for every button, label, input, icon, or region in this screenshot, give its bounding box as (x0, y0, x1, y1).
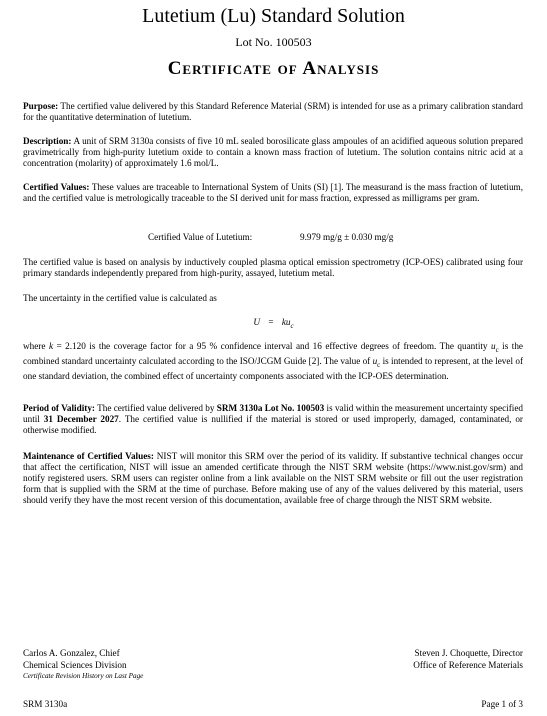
purpose-text: The certified value delivered by this Standard Reference Material (SRM) is intended for use as a primary calibration standard for the quantitative determination of lutetium. (23, 101, 523, 122)
validity-bold-1: SRM 3130a Lot No. 100503 (216, 403, 325, 413)
equation-u: u (285, 317, 291, 327)
description-text: A unit of SRM 3130a consists of five 10 mL sealed borosilicate glass ampoules of an acidified aqueous solution prepared gravimetrically from high-purity lutetium oxide to contain a known mass fraction of lutetium. The solution contains nitric acid at a concentration (molarity) of approximately 1.6 mol/L. (23, 136, 523, 168)
lot-number: Lot No. 100503 (235, 35, 312, 49)
certified-values-label: Certified Values: (23, 182, 90, 192)
validity-text-2: is valid within the measurement uncertainty specified until (23, 403, 523, 424)
uc-text-2: is intended to represent, at the level of one standard deviation, the combined effect of uncertainty components associated with the ICP-OES determination. (23, 355, 523, 381)
signature-right (413, 648, 523, 671)
equation-equals: = (268, 317, 274, 327)
signature-left (23, 648, 143, 683)
uc-symbol: u (491, 341, 496, 351)
equation-subscript: c (290, 321, 294, 330)
uc-text-1: is the combined standard uncertainty calculated according to the ISO/JCGM Guide [2]. The value of (23, 341, 524, 366)
where-word: where (23, 341, 46, 351)
basis-paragraph: The certified value is based on analysis by inductively coupled plasma optical emission spectrometry (ICP-OES) calibrated using four primary standards independently prepared from high-purity, assayed, lutetium metal. (23, 257, 523, 278)
uncertainty-equation (0, 317, 547, 330)
revision-history-note: Certificate Revision History on Last Page (23, 672, 144, 680)
validity-paragraph (23, 403, 523, 436)
footer-page-number: Page 1 of 3 (481, 699, 523, 709)
purpose-label: Purpose: (23, 101, 59, 111)
equation-k: k (281, 317, 286, 327)
maintenance-paragraph (23, 451, 523, 506)
k-symbol: k (48, 341, 54, 351)
uncertainty-paragraph (23, 341, 523, 382)
document-title: Lutetium (Lu) Standard Solution (142, 5, 405, 27)
certified-values-text: These values are traceable to International System of Units (SI) [1]. The measurand is the mass fraction of lutetium, and the certified value is metrologically traceable to the SI derived unit for mass fraction, expressed as milligrams per gram. (23, 182, 523, 203)
uncertainty-intro: The uncertainty in the certified value is calculated as (23, 293, 217, 303)
validity-bold-2: 31 December 2027 (43, 414, 119, 424)
right-signer-org: Office of Reference Materials (413, 659, 523, 670)
left-signer-name: Carlos A. Gonzalez, Chief (23, 648, 120, 658)
maintenance-label: Maintenance of Certified Values: (23, 451, 154, 461)
description-label: Description: (23, 136, 72, 146)
left-signer-org: Chemical Sciences Division (23, 659, 127, 670)
purpose-paragraph (23, 101, 523, 123)
validity-label: Period of Validity: (23, 403, 95, 413)
validity-text-1: The certified value delivered by (97, 403, 217, 413)
right-signer-name: Steven J. Choquette, Director (414, 648, 523, 658)
uc-symbol-2: u (372, 355, 378, 366)
certified-value-label: Certified Value of Lutetium: (148, 232, 253, 242)
certificate-heading: Certificate of Analysis (167, 58, 380, 79)
uc-subscript: c (495, 345, 499, 354)
description-paragraph (23, 136, 523, 169)
uc-subscript-2: c (377, 360, 381, 369)
maintenance-text: NIST will monitor this SRM over the period of its validity. If substantive technical changes occur that affect the certification, NIST will issue an amended certificate through the NIST SRM website (https://www.nist.gov/srm) and notify registered users. SRM users can register online from a link available on the NIST SRM website or fill out the user registration form that is supplied with the SRM at the time of purchase. Before making use of any of the values delivered by this material, users should verify they have the most recent version of this documentation, available free of charge through the NIST SRM website. (23, 451, 524, 505)
k-text: = 2.120 is the coverage factor for a 95 % confidence interval and 16 effective degrees of freedom. The quantity (53, 341, 491, 351)
footer-srm: SRM 3130a (23, 699, 68, 709)
certified-value-value: 9.979 mg/g ± 0.030 mg/g (300, 232, 394, 242)
validity-text-3: . The certified value is nullified if the material is stored or used improperly, damaged, contaminated, or otherwise modified. (23, 414, 523, 435)
certified-values-paragraph (23, 182, 523, 204)
equation-lhs: U (253, 317, 261, 327)
